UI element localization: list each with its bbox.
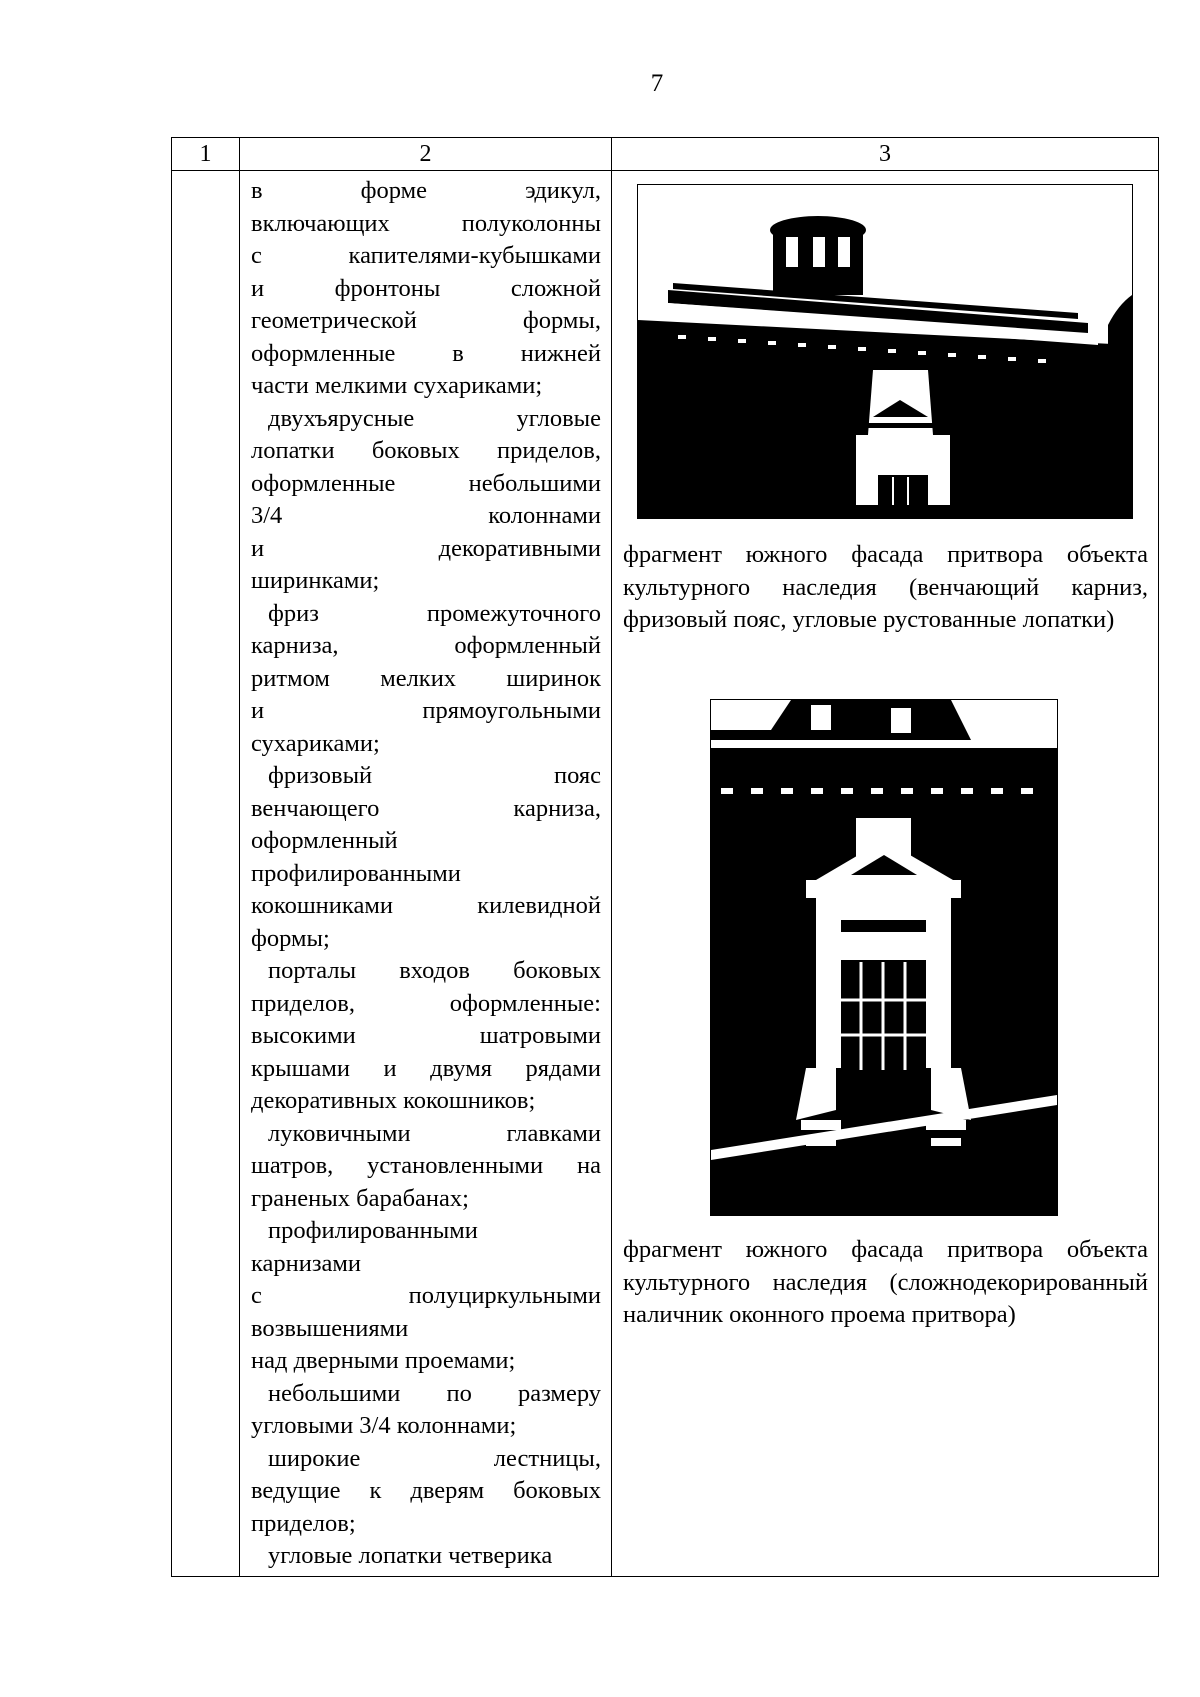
text-line: венчающего карниза, xyxy=(251,794,601,822)
text-line: карнизами xyxy=(251,1249,362,1277)
text-line: карниза, оформленный xyxy=(251,632,601,659)
text-line: ширинками; xyxy=(251,567,380,594)
text-line: лопатки боковых приделов, xyxy=(251,437,601,464)
description-item xyxy=(251,175,601,403)
text-line: профилированными xyxy=(268,1217,478,1244)
text-line: декоративных кокошников; xyxy=(251,1087,536,1114)
text-line: приделов, оформленные: xyxy=(251,989,601,1017)
photo-caption-1: фрагмент южного фасада притвора объекта культурного наследия (венчающий карниз, фризовый пояс, угловые рустованные лопатки) xyxy=(623,541,1148,633)
text-line: включающих полуколонны xyxy=(251,209,601,237)
text-line: высокими шатровыми xyxy=(251,1022,601,1049)
text-line: и фронтоны сложной xyxy=(251,274,601,302)
text-line: небольшими по размеру xyxy=(268,1379,601,1407)
table-row xyxy=(172,171,1159,1577)
photo-caption-2: фрагмент южного фасада притвора объекта культурного наследия (сложнодекорированный наличник оконного проема притвора) xyxy=(623,1236,1148,1328)
text-line: приделов; xyxy=(251,1509,356,1537)
text-line: порталы входов боковых xyxy=(268,957,601,984)
header-cell-2: 2 xyxy=(240,138,612,171)
text-line: оформленный xyxy=(251,827,398,854)
text-line: шатров, установленными на xyxy=(251,1152,601,1179)
page-number: 7 xyxy=(650,70,664,97)
text-line: с капителями-кубышками xyxy=(251,242,601,269)
description-item xyxy=(251,598,601,761)
description-item xyxy=(251,1118,601,1216)
description-item xyxy=(251,1215,601,1378)
text-line: формы; xyxy=(251,924,330,952)
text-line: луковичными главками xyxy=(268,1119,601,1147)
text-line: 3/4 колоннами xyxy=(251,502,601,529)
text-line: ведущие к дверям боковых xyxy=(251,1477,601,1504)
text-line: оформленные в нижней xyxy=(251,339,601,367)
document-table xyxy=(171,137,1159,1577)
text-line: ритмом мелких ширинок xyxy=(251,664,601,692)
text-line: угловыми 3/4 колоннами; xyxy=(251,1412,517,1439)
text-line: кокошниками килевидной xyxy=(251,892,601,919)
text-line: граненых барабанах; xyxy=(251,1184,469,1212)
text-line: оформленные небольшими xyxy=(251,469,601,497)
text-line: части мелкими сухариками; xyxy=(251,372,543,399)
text-line: широкие лестницы, xyxy=(268,1444,601,1472)
text-line: и декоративными xyxy=(251,534,601,562)
facade-cornice-photo xyxy=(637,184,1133,519)
window-surround-photo xyxy=(710,699,1058,1216)
text-line: над дверными проемами; xyxy=(251,1347,516,1374)
text-line: угловые лопатки четверика xyxy=(268,1542,553,1569)
text-line: крышами и двумя рядами xyxy=(251,1054,601,1082)
description-item xyxy=(251,1443,601,1541)
description-item xyxy=(251,760,601,955)
description-item xyxy=(251,955,601,1118)
text-line: сухариками; xyxy=(251,729,380,757)
text-line: геометрической формы, xyxy=(251,307,601,334)
illustration-cell xyxy=(612,171,1159,1577)
text-line: фризовый пояс xyxy=(268,762,601,789)
description-item xyxy=(251,403,601,598)
header-cell-3: 3 xyxy=(612,138,1159,171)
description-cell xyxy=(240,171,612,1577)
text-line: фриз промежуточного xyxy=(268,599,601,627)
text-line: и прямоугольными xyxy=(251,697,601,724)
description-item xyxy=(251,1540,601,1573)
table-header-row xyxy=(172,138,1159,171)
header-cell-1: 1 xyxy=(172,138,240,171)
col1-cell xyxy=(172,171,240,1577)
text-line: двухъярусные угловые xyxy=(268,404,601,432)
description-item xyxy=(251,1378,601,1443)
text-line: в форме эдикул, xyxy=(251,177,601,204)
text-line: с полуциркульными xyxy=(251,1282,601,1309)
text-line: профилированными xyxy=(251,859,461,887)
text-line: возвышениями xyxy=(251,1314,409,1342)
